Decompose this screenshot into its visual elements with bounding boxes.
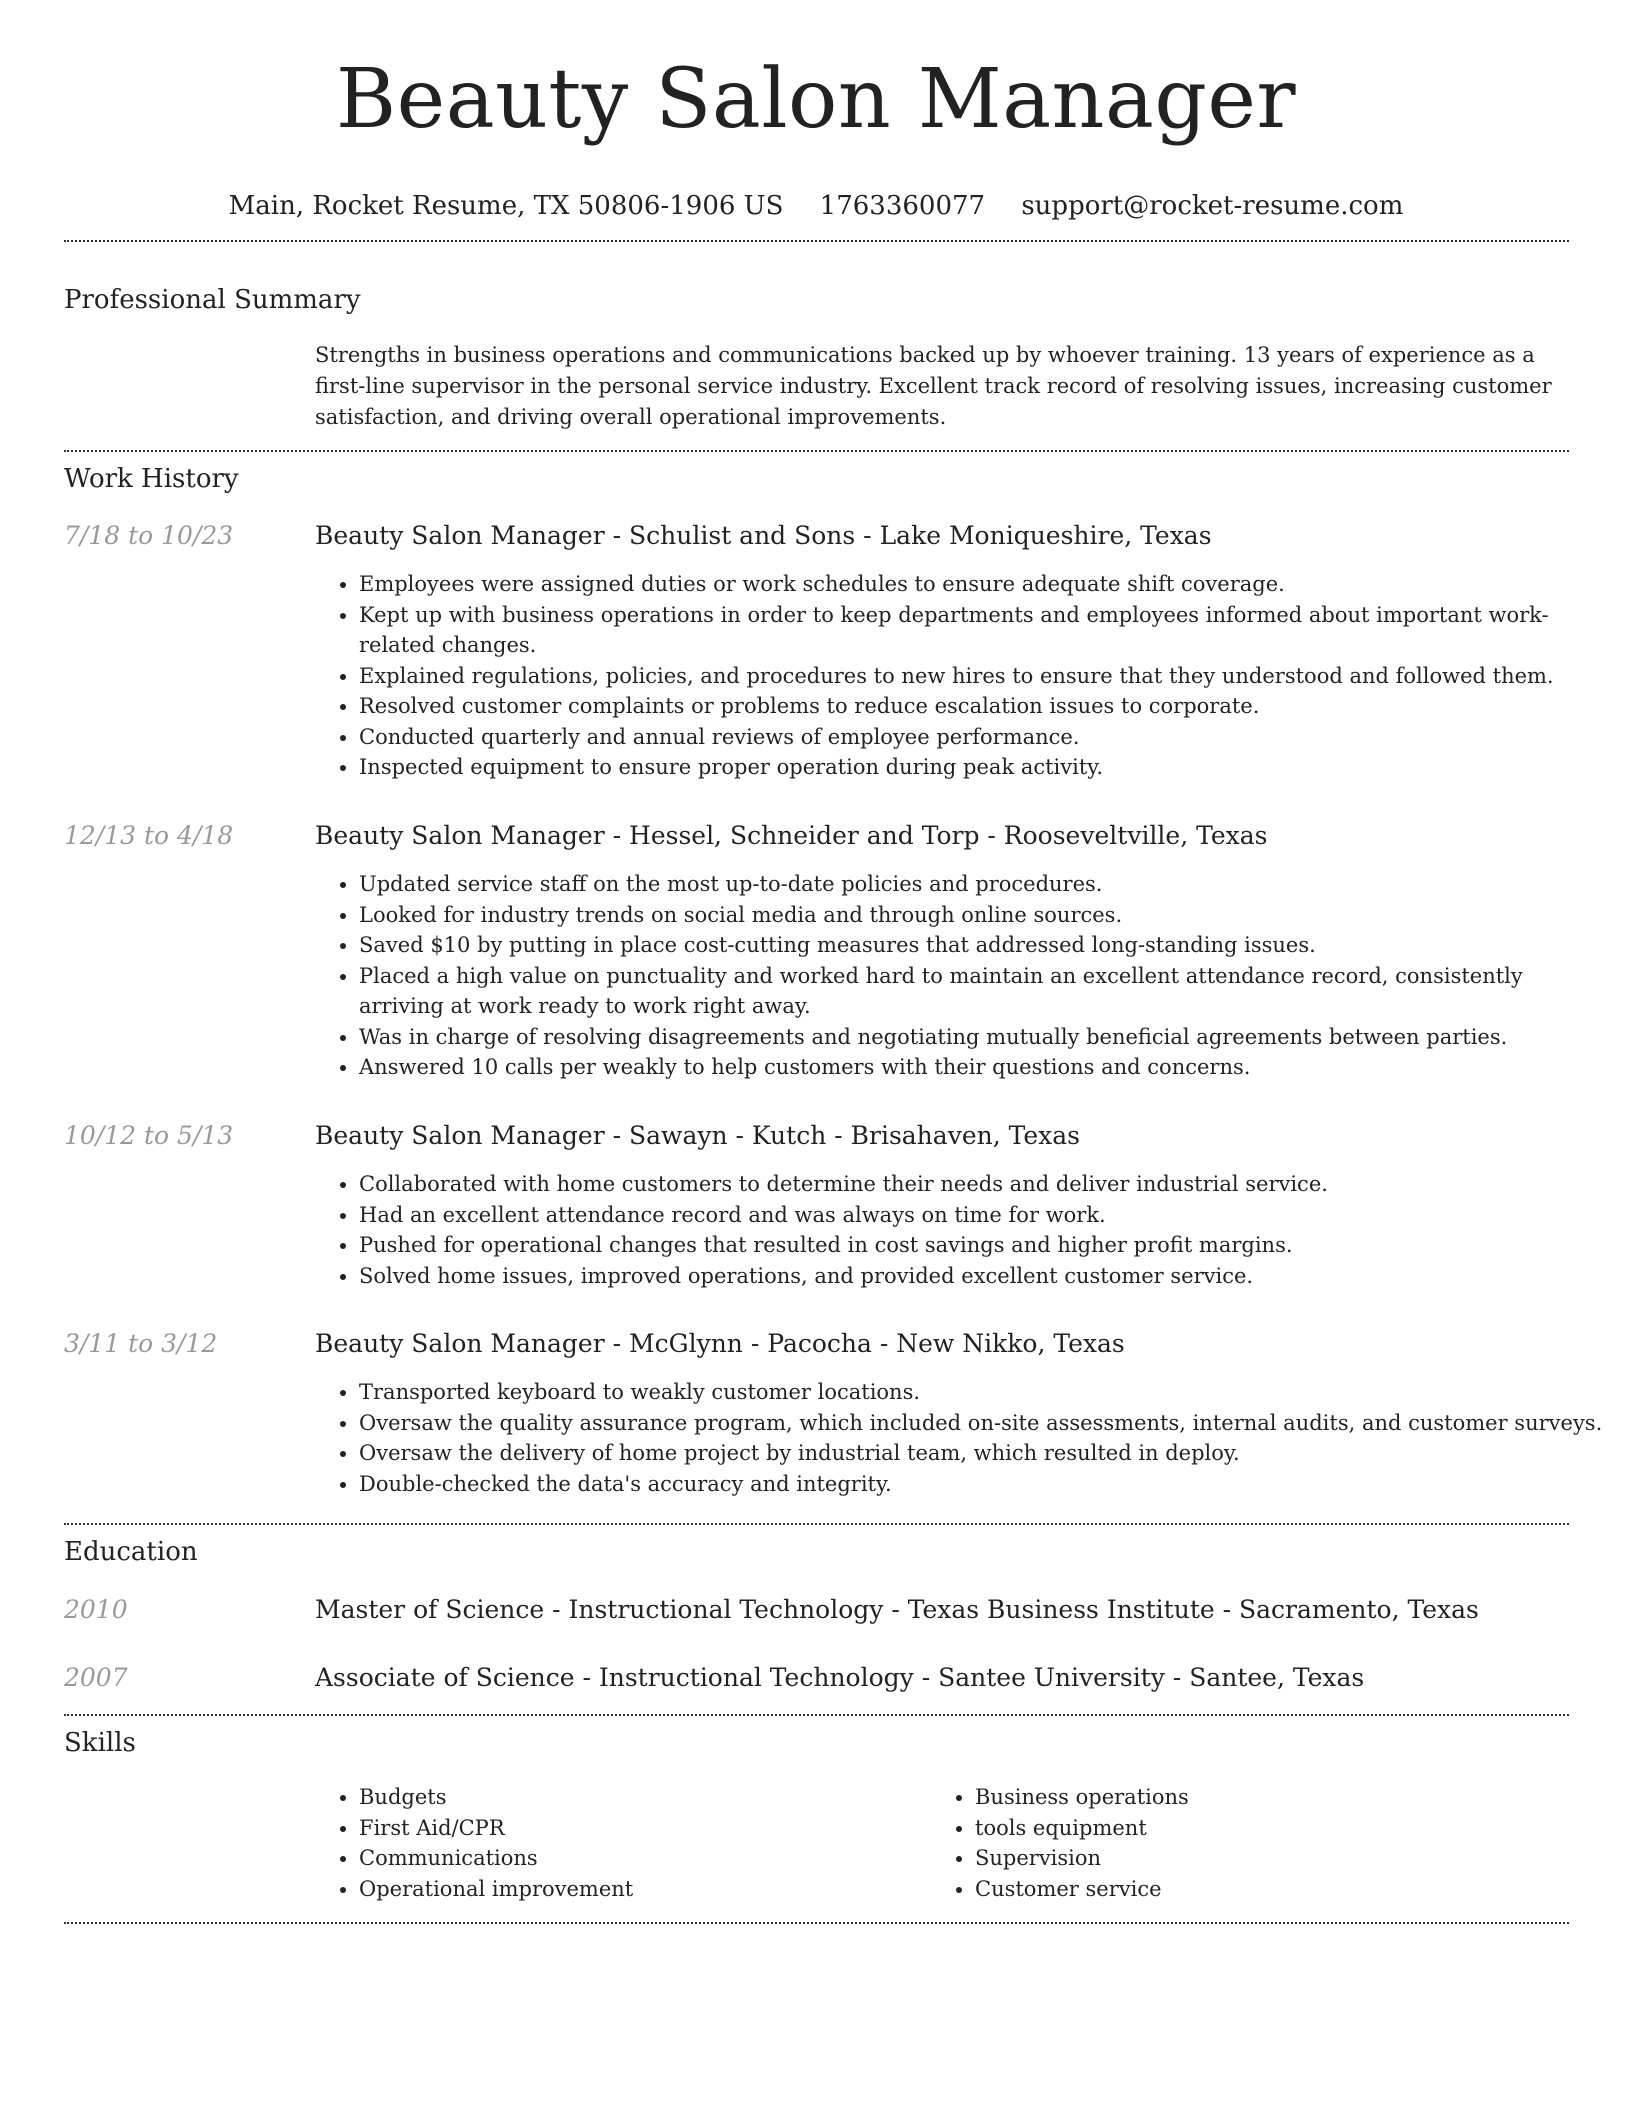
section-title-work-history: Work History: [64, 464, 239, 494]
list-item: • Answered 10 calls per weakly to help customers with their questions and concerns.: [359, 1052, 1613, 1083]
divider: [64, 1714, 1569, 1716]
list-item: • Double-checked the data's accuracy and integrity.: [359, 1469, 1613, 1500]
section-title-summary: Professional Summary: [64, 285, 361, 315]
list-item: • Had an excellent attendance record and was always on time for work.: [359, 1200, 1613, 1231]
list-item: • Resolved customer complaints or problems to reduce escalation issues to corporate.: [359, 691, 1613, 722]
skills-list-right: [931, 1782, 1575, 1904]
skill-item: • Budgets: [359, 1782, 919, 1813]
education-entry: [64, 1593, 1569, 1627]
skill-item: • tools equipment: [975, 1813, 1575, 1844]
section-title-education: Education: [64, 1537, 198, 1567]
list-item: • Was in charge of resolving disagreements and negotiating mutually beneficial agreements between parties.: [359, 1022, 1613, 1053]
list-item: • Placed a high value on punctuality and worked hard to maintain an excellent attendance record, consistently arriving at work ready to work right away.: [359, 961, 1613, 1022]
job-bullets: [315, 1169, 1613, 1291]
education-degree: Master of Science - Instructional Technology - Texas Business Institute - Sacramento, Texas: [315, 1595, 1479, 1624]
education-year: 2007: [64, 1663, 128, 1692]
job-bullets: [315, 1377, 1613, 1499]
skill-item: • Supervision: [975, 1843, 1575, 1874]
job-dates: 12/13 to 4/18: [64, 821, 234, 850]
job-bullets: [315, 569, 1613, 783]
list-item: • Updated service staff on the most up-to-date policies and procedures.: [359, 869, 1613, 900]
list-item: • Inspected equipment to ensure proper operation during peak activity.: [359, 752, 1613, 783]
job-bullets: [315, 869, 1613, 1083]
job-title: Beauty Salon Manager - Hessel, Schneider and Torp - Rooseveltville, Texas: [315, 821, 1268, 850]
list-item: • Collaborated with home customers to determine their needs and deliver industrial service.: [359, 1169, 1613, 1200]
skills-list-left: [315, 1782, 919, 1904]
contact-line: [0, 188, 1632, 224]
education-entry: [64, 1661, 1569, 1695]
list-item: • Oversaw the delivery of home project by industrial team, which resulted in deploy.: [359, 1438, 1613, 1469]
summary-text: Strengths in business operations and communications backed up by whoever training. 13 years of experience as a first-line supervisor in the personal service industry. Excellent track record of resolving issues, increasing customer satisfaction, and driving overall operational improvements.: [315, 343, 1552, 429]
list-item: • Explained regulations, policies, and procedures to new hires to ensure that they understood and followed them.: [359, 661, 1613, 692]
divider: [64, 1523, 1569, 1525]
job-dates: 3/11 to 3/12: [64, 1329, 218, 1358]
list-item: • Kept up with business operations in order to keep departments and employees informed about important work-related changes.: [359, 600, 1613, 661]
skill-item: • Communications: [359, 1843, 919, 1874]
job-title: Beauty Salon Manager - McGlynn - Pacocha - New Nikko, Texas: [315, 1329, 1125, 1358]
list-item: • Oversaw the quality assurance program, which included on-site assessments, internal audits, and customer surveys.: [359, 1408, 1613, 1439]
education-degree: Associate of Science - Instructional Technology - Santee University - Santee, Texas: [315, 1663, 1365, 1692]
section-title-skills: Skills: [64, 1728, 136, 1758]
list-item: • Saved $10 by putting in place cost-cutting measures that addressed long-standing issues.: [359, 930, 1613, 961]
contact-address: Main, Rocket Resume, TX 50806-1906 US: [228, 191, 784, 221]
job-title: Beauty Salon Manager - Schulist and Sons - Lake Moniqueshire, Texas: [315, 521, 1212, 550]
education-year: 2010: [64, 1595, 128, 1624]
contact-phone: 1763360077: [819, 191, 986, 221]
job-dates: 7/18 to 10/23: [64, 521, 234, 550]
divider: [64, 1922, 1569, 1924]
skill-item: • Customer service: [975, 1874, 1575, 1905]
skill-item: • Operational improvement: [359, 1874, 919, 1905]
list-item: • Employees were assigned duties or work schedules to ensure adequate shift coverage.: [359, 569, 1613, 600]
list-item: • Looked for industry trends on social media and through online sources.: [359, 900, 1613, 931]
contact-email: support@rocket-resume.com: [1021, 191, 1404, 221]
divider: [64, 240, 1569, 242]
job-title: Beauty Salon Manager - Sawayn - Kutch - Brisahaven, Texas: [315, 1121, 1080, 1150]
list-item: • Solved home issues, improved operations, and provided excellent customer service.: [359, 1261, 1613, 1292]
skill-item: • Business operations: [975, 1782, 1575, 1813]
divider: [64, 450, 1569, 452]
candidate-name: Beauty Salon Manager: [335, 52, 1297, 147]
resume-header: [0, 0, 1632, 224]
list-item: • Conducted quarterly and annual reviews of employee performance.: [359, 722, 1613, 753]
job-dates: 10/12 to 5/13: [64, 1121, 234, 1150]
list-item: • Pushed for operational changes that resulted in cost savings and higher profit margins.: [359, 1230, 1613, 1261]
list-item: • Transported keyboard to weakly customer locations.: [359, 1377, 1613, 1408]
skill-item: • First Aid/CPR: [359, 1813, 919, 1844]
